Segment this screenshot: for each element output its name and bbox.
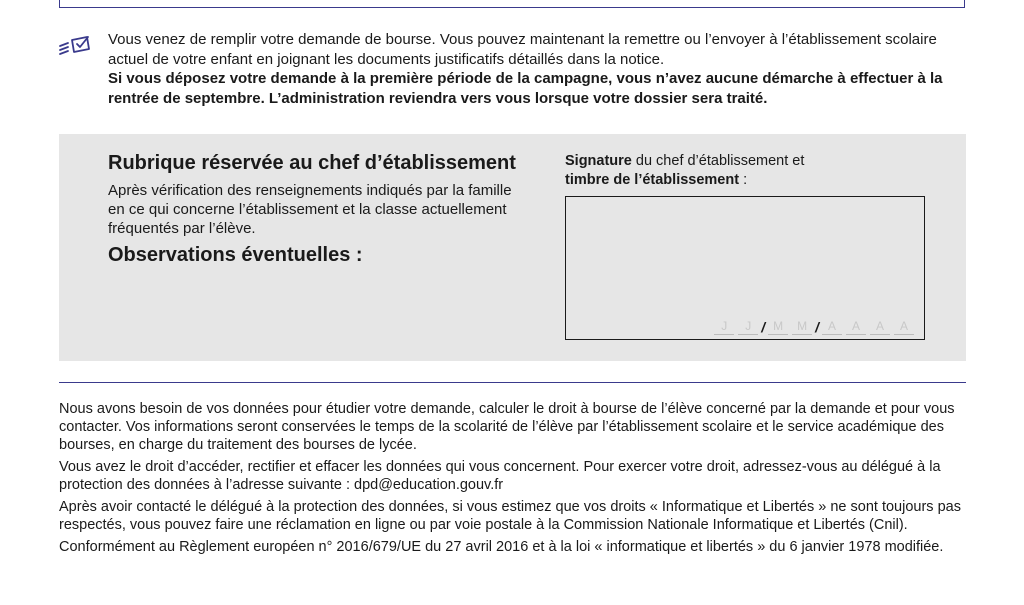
date-slot-month[interactable]: M bbox=[792, 318, 812, 335]
stamp-label-bold: timbre de l’établissement bbox=[565, 172, 740, 188]
date-field[interactable] bbox=[712, 318, 916, 335]
data-protection-notice bbox=[59, 400, 974, 560]
date-separator: / bbox=[761, 319, 766, 335]
rubric-description: Après vérification des renseignements indiqués par la famille en ce qui concerne l’établissement et la classe actuellement fréquentés par l’élève. bbox=[108, 182, 512, 237]
signature-label-text: du chef d’établissement et bbox=[631, 153, 805, 169]
legal-paragraph: Vous avez le droit d’accéder, rectifier et effacer les données qui vous concernent. Pour exercer votre droit, adressez-vous au délégué à la protection des données à l’adresse suivante : dpd@education.gouv.fr bbox=[59, 459, 941, 493]
date-slot-month[interactable]: M bbox=[768, 318, 788, 335]
date-slot-year[interactable]: A bbox=[870, 318, 890, 335]
date-slot-day[interactable]: J bbox=[738, 318, 758, 335]
date-slot-year[interactable]: A bbox=[846, 318, 866, 335]
legal-paragraph: Conformément au Règlement européen n° 2016/679/UE du 27 avril 2016 et à la loi « informatique et libertés » du 6 janvier 1978 modifiée. bbox=[59, 539, 944, 555]
legal-paragraph: Nous avons besoin de vos données pour étudier votre demande, calculer le droit à bourse de l’élève concerné par la demande et pour vous contacter. Vos informations seront conservées le temps de la scolarité de l’élève par l’établissement scolaire et le service académique des bourses, en charge du traitement des bourses de lycée. bbox=[59, 401, 955, 453]
section-divider bbox=[59, 382, 966, 383]
date-slot-year[interactable]: A bbox=[822, 318, 842, 335]
stamp-label-text: : bbox=[739, 172, 748, 188]
signature-label bbox=[565, 152, 895, 190]
signature-box[interactable] bbox=[565, 196, 925, 340]
form-check-icon bbox=[58, 34, 94, 58]
legal-paragraph: Après avoir contacté le délégué à la protection des données, si vous estimez que vos droits « Informatique et Libertés » ne sont toujours pas respectés, vous pouvez faire une réclamation en ligne ou par voie postale à la Commission Nationale Informatique et Libertés (Cnil). bbox=[59, 499, 961, 533]
notice-bold-text: Si vous déposez votre demande à la première période de la campagne, vous n’avez aucune démarche à effectuer à la rentrée de septembre. L’administration reviendra vers vous lorsque votre dossier sera traité. bbox=[108, 70, 943, 107]
date-slot-day[interactable]: J bbox=[714, 318, 734, 335]
observations-title: Observations éventuelles : bbox=[108, 244, 363, 266]
signature-label-bold: Signature bbox=[565, 153, 632, 169]
notice-text: Vous venez de remplir votre demande de bourse. Vous pouvez maintenant la remettre ou l’envoyer à l’établissement scolaire actuel de votre enfant en joignant les documents justificatifs détaillés dans la notice. bbox=[108, 31, 937, 68]
date-slot-year[interactable]: A bbox=[894, 318, 914, 335]
previous-section-frame bbox=[59, 0, 965, 8]
principal-section bbox=[59, 134, 966, 361]
date-separator: / bbox=[815, 319, 819, 335]
notice-block bbox=[108, 30, 978, 108]
rubric-title: Rubrique réservée au chef d’établissement bbox=[108, 152, 516, 174]
